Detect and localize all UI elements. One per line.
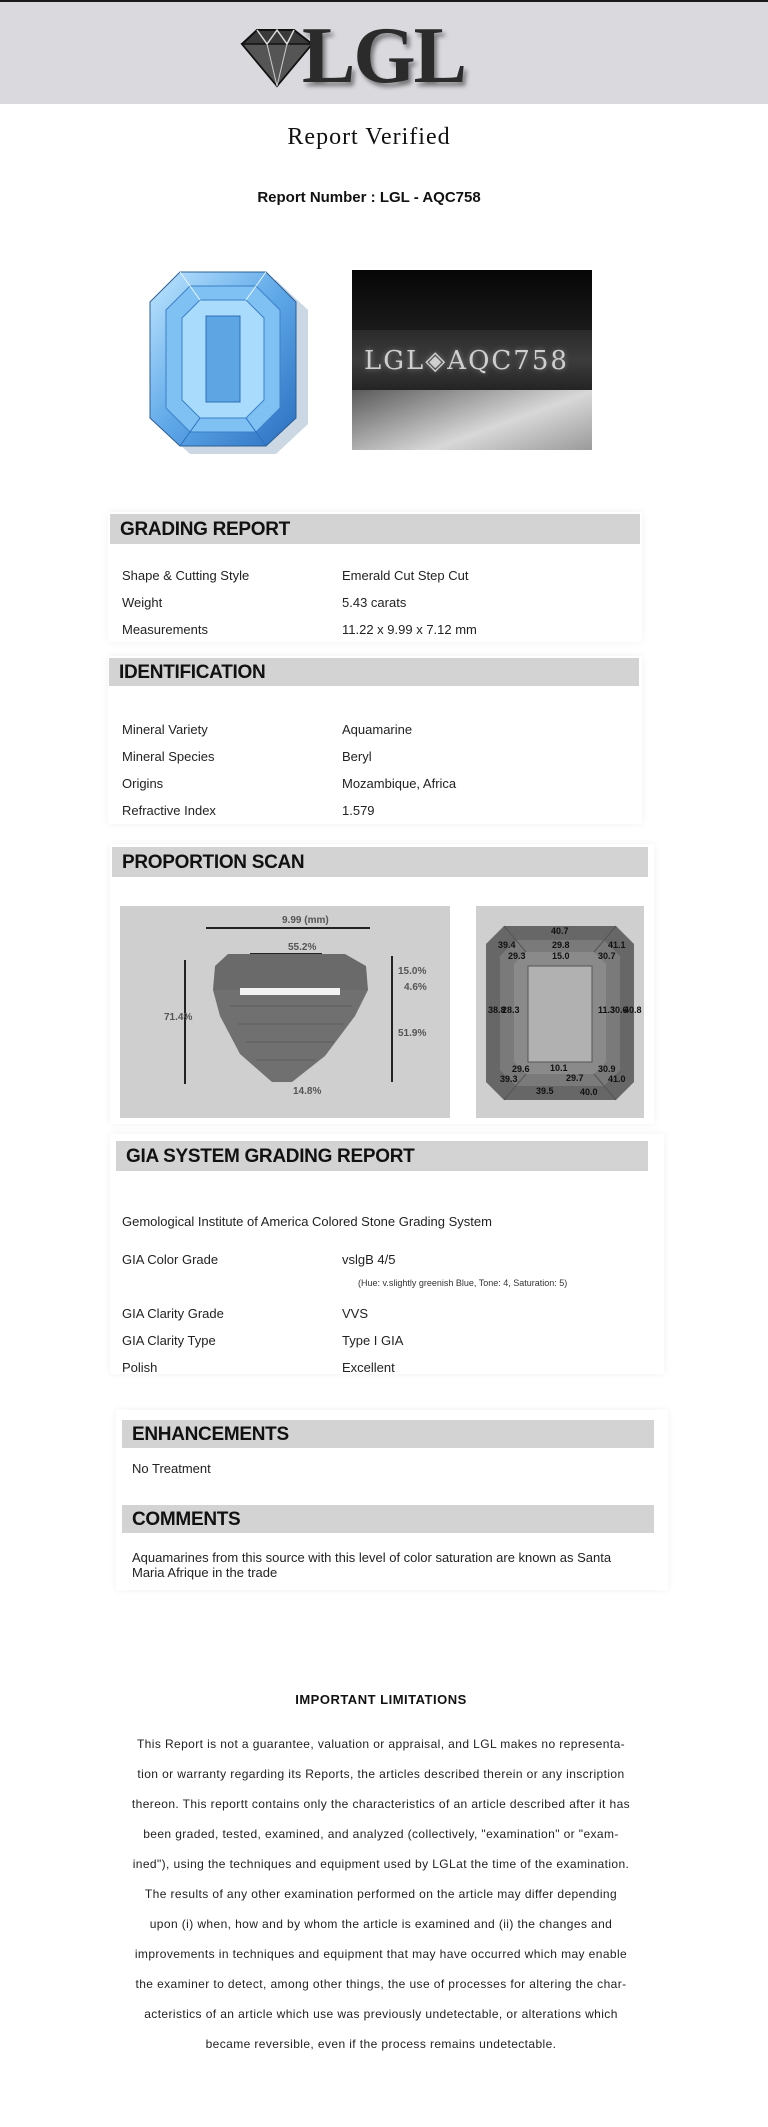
top-bl-b-label: 39.3: [500, 1074, 518, 1084]
top-right-b-label: 30.6: [610, 1005, 628, 1015]
side-table-label: 55.2%: [288, 942, 317, 953]
origins-label: Origins: [122, 776, 164, 791]
report-number: Report Number : LGL - AQC758: [257, 189, 481, 206]
top-tr-outer-label: 41.1: [608, 940, 626, 950]
top-bc-a-label: 10.1: [550, 1063, 568, 1073]
limitations-line: This Report is not a guarantee, valuation or appraisal, and LGL makes no representa-: [136, 1737, 626, 1751]
identification-heading: IDENTIFICATION: [119, 662, 266, 683]
identification-header: [109, 658, 639, 686]
inscription-photo: [352, 270, 592, 450]
gia-intro: Gemological Institute of America Colored Stone Grading System: [122, 1214, 492, 1229]
side-pavilion-label: 51.9%: [398, 1028, 427, 1039]
shape-label: Shape & Cutting Style: [122, 568, 250, 583]
refractive-index-label: Refractive Index: [122, 803, 216, 818]
gia-color-value: vslgB 4/5: [342, 1252, 396, 1267]
side-total-depth-label: 71.4%: [164, 1012, 193, 1023]
limitations-heading: IMPORTANT LIMITATIONS: [295, 1692, 467, 1707]
top-bottom-b-label: 40.0: [580, 1087, 598, 1097]
side-girdle-label: 4.6%: [404, 982, 427, 993]
site-header: [0, 2, 768, 104]
top-view-diagram: [476, 906, 644, 1118]
inscription-text: LGL◈AQC758: [364, 346, 569, 376]
side-profile-diagram: [120, 906, 450, 1118]
enhancements-header: [122, 1420, 654, 1448]
enhancements-heading: ENHANCEMENTS: [132, 1424, 289, 1445]
logo-text: LGL: [302, 12, 465, 100]
comments-heading: COMMENTS: [132, 1509, 241, 1530]
weight-value: 5.43 carats: [342, 595, 407, 610]
top-tc-a-label: 29.8: [552, 940, 570, 950]
top-bl-a-label: 29.6: [512, 1064, 530, 1074]
proportion-scan-heading: PROPORTION SCAN: [122, 852, 305, 873]
gia-clarity-type-label: GIA Clarity Type: [122, 1333, 216, 1348]
limitations-line: upon (i) when, how and by whom the article is examined and (ii) the changes and: [149, 1917, 613, 1931]
grading-report-heading: GRADING REPORT: [120, 519, 290, 540]
top-br-a-label: 30.9: [598, 1064, 616, 1074]
mineral-species-label: Mineral Species: [122, 749, 215, 764]
top-left-a-label: 38.8: [488, 1005, 506, 1015]
mineral-variety-label: Mineral Variety: [122, 722, 208, 737]
refractive-index-value: 1.579: [342, 803, 375, 818]
gia-color-note: (Hue: v.slightly greenish Blue, Tone: 4, Saturation: 5): [358, 1278, 568, 1288]
gia-clarity-grade-label: GIA Clarity Grade: [122, 1306, 224, 1321]
top-tc-b-label: 15.0: [552, 951, 570, 961]
grading-report-header: [110, 514, 640, 544]
measurements-label: Measurements: [122, 622, 208, 637]
top-bc-b-label: 29.7: [566, 1073, 584, 1083]
polish-label: Polish: [122, 1360, 158, 1375]
top-right-c-label: 40.8: [624, 1005, 642, 1015]
limitations-line: thereon. This reportt contains only the characteristics of an article described after it has: [131, 1797, 631, 1811]
comments-line-1: Aquamarines from this source with this level of color saturation are known as Santa: [132, 1550, 612, 1565]
limitations-line: ined"), using the techniques and equipment used by LGLat the time of the examination.: [132, 1857, 630, 1871]
mineral-species-value: Beryl: [342, 749, 372, 764]
side-crown-label: 15.0%: [398, 966, 427, 977]
shape-value: Emerald Cut Step Cut: [342, 568, 469, 583]
proportion-scan-header: [112, 847, 648, 877]
gia-clarity-type-value: Type I GIA: [342, 1333, 404, 1348]
comments-header: [122, 1505, 654, 1533]
gem-photo: [134, 268, 326, 458]
limitations-line: tion or warranty regarding its Reports, the articles described therein or any inscription: [137, 1767, 625, 1781]
limitations-line: improvements in techniques and equipment that may have occurred which may enable: [134, 1947, 628, 1961]
measurements-value: 11.22 x 9.99 x 7.12 mm: [342, 622, 477, 637]
top-bottom-a-label: 39.5: [536, 1086, 554, 1096]
top-right-a-label: 11.3: [598, 1005, 616, 1015]
limitations-line: been graded, tested, examined, and analyzed (collectively, "examination" or "exam-: [143, 1827, 619, 1841]
origins-value: Mozambique, Africa: [342, 776, 457, 791]
top-left-b-label: 28.3: [502, 1005, 520, 1015]
weight-label: Weight: [122, 595, 163, 610]
gia-clarity-grade-value: VVS: [342, 1306, 369, 1321]
gia-heading: GIA SYSTEM GRADING REPORT: [126, 1146, 415, 1167]
side-culet-label: 14.8%: [293, 1086, 322, 1097]
gia-color-label: GIA Color Grade: [122, 1252, 219, 1267]
top-center-label: 40.7: [551, 926, 569, 936]
gia-header: [116, 1141, 648, 1171]
top-br-b-label: 41.0: [608, 1074, 626, 1084]
limitations-line: became reversible, even if the process remains undetectable.: [205, 2037, 557, 2051]
comments-line-2: Maria Afrique in the trade: [132, 1565, 278, 1580]
limitations-line: The results of any other examination performed on the article may differ depending: [144, 1887, 618, 1901]
top-tr-inner-label: 30.7: [598, 951, 616, 961]
enhancements-text: No Treatment: [132, 1461, 211, 1476]
mineral-variety-value: Aquamarine: [342, 722, 413, 737]
limitations-line: acteristics of an article which use was previously undetectable, or alterations which: [144, 2007, 618, 2021]
top-tl-inner-label: 29.3: [508, 951, 526, 961]
polish-value: Excellent: [342, 1360, 395, 1375]
page-title: Report Verified: [287, 124, 451, 150]
limitations-line: the examiner to detect, among other things, the use of processes for altering the char-: [135, 1977, 627, 1991]
side-width-label: 9.99 (mm): [282, 915, 329, 926]
lgl-logo[interactable]: [232, 12, 492, 100]
top-tl-outer-label: 39.4: [498, 940, 516, 950]
